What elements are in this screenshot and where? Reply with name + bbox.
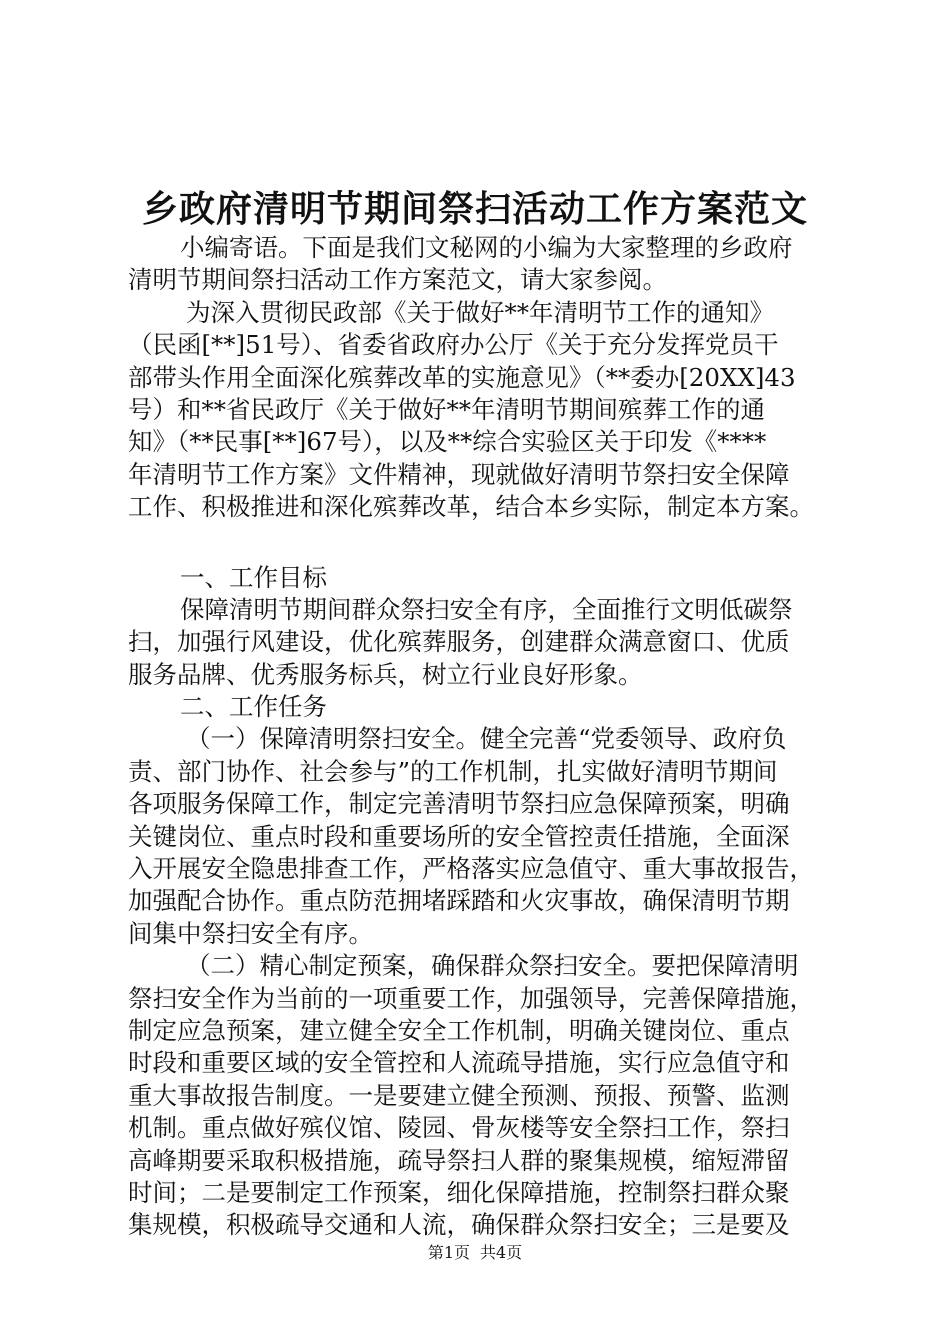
- blank-line: [128, 524, 828, 562]
- page-total: 共4页: [480, 1243, 523, 1262]
- paragraph-line: 号）和**省民政厅《关于做好**年清明节期间殡葬工作的通: [128, 394, 765, 424]
- paragraph-line: 工作、积极推进和深化殡葬改革，结合本乡实际，制定本方案。: [128, 492, 814, 522]
- paragraph-line: 间集中祭扫安全有序。: [128, 918, 373, 948]
- paragraph-line: 责、部门协作、社会参与”的工作机制，扎实做好清明节期间: [128, 756, 778, 786]
- paragraph-line: 服务品牌、优秀服务标兵，树立行业良好形象。: [128, 659, 643, 689]
- paragraph-line: 加强配合协作。重点防范拥堵踩踏和火灾事故，确保清明节期: [128, 886, 790, 916]
- paragraph-line: 重大事故报告制度。一是要建立健全预测、预报、预警、监测: [128, 1080, 790, 1110]
- section-heading: 二、工作任务: [180, 692, 327, 722]
- paragraph-line: 制定应急预案，建立健全安全工作机制，明确关键岗位、重点: [128, 1015, 790, 1045]
- paragraph-line: 清明节期间祭扫活动工作方案范文，请大家参阅。: [128, 265, 667, 295]
- paragraph-line: 高峰期要采取积极措施，疏导祭扫人群的聚集规模，缩短滞留: [128, 1145, 790, 1175]
- paragraph-line: 集规模，积极疏导交通和人流，确保群众祭扫安全；三是要及: [128, 1210, 790, 1240]
- paragraph-line: 祭扫安全作为当前的一项重要工作，加强领导，完善保障措施，: [128, 983, 814, 1013]
- page-footer: [0, 1242, 950, 1264]
- paragraph-line: 各项服务保障工作，制定完善清明节祭扫应急保障预案，明确: [128, 789, 790, 819]
- section-heading: 一、工作目标: [180, 562, 327, 592]
- paragraph-line: 入开展安全隐患排查工作，严格落实应急值守、重大事故报告，: [128, 854, 814, 884]
- document-body: [128, 232, 828, 1242]
- page-number: 第1页: [427, 1243, 470, 1262]
- paragraph-line: 知》（**民事[**]67号），以及**综合实验区关于印发《****: [128, 427, 767, 457]
- paragraph-line: （二）精心制定预案，确保群众祭扫安全。要把保障清明: [186, 951, 799, 981]
- paragraph-line: 年清明节工作方案》文件精神，现就做好清明节祭扫安全保障: [128, 459, 790, 489]
- paragraph-line: 为深入贯彻民政部《关于做好**年清明节工作的通知》: [186, 297, 774, 327]
- paragraph-line: （一）保障清明祭扫安全。健全完善“党委领导、政府负: [186, 724, 787, 754]
- paragraph-line: 小编寄语。下面是我们文秘网的小编为大家整理的乡政府: [180, 233, 793, 262]
- page-title: 乡政府清明节期间祭扫活动工作方案范文: [141, 188, 808, 230]
- paragraph-line: 时段和重要区域的安全管控和人流疏导措施，实行应急值守和: [128, 1048, 790, 1078]
- paragraph-line: 关键岗位、重点时段和重要场所的安全管控责任措施，全面深: [128, 821, 790, 851]
- paragraph-line: 扫，加强行风建设，优化殡葬服务，创建群众满意窗口、优质: [128, 627, 790, 657]
- paragraph-line: 机制。重点做好殡仪馆、陵园、骨灰楼等安全祭扫工作，祭扫: [128, 1113, 790, 1143]
- paragraph-line: 时间；二是要制定工作预案，细化保障措施，控制祭扫群众聚: [128, 1177, 790, 1207]
- paragraph-line: （民函[**]51号）、省委省政府办公厅《关于充分发挥党员干: [128, 330, 779, 360]
- paragraph-line: 保障清明节期间群众祭扫安全有序，全面推行文明低碳祭: [180, 594, 793, 624]
- paragraph-line: 部带头作用全面深化殡葬改革的实施意见》（**委办[20XX]43: [128, 362, 796, 392]
